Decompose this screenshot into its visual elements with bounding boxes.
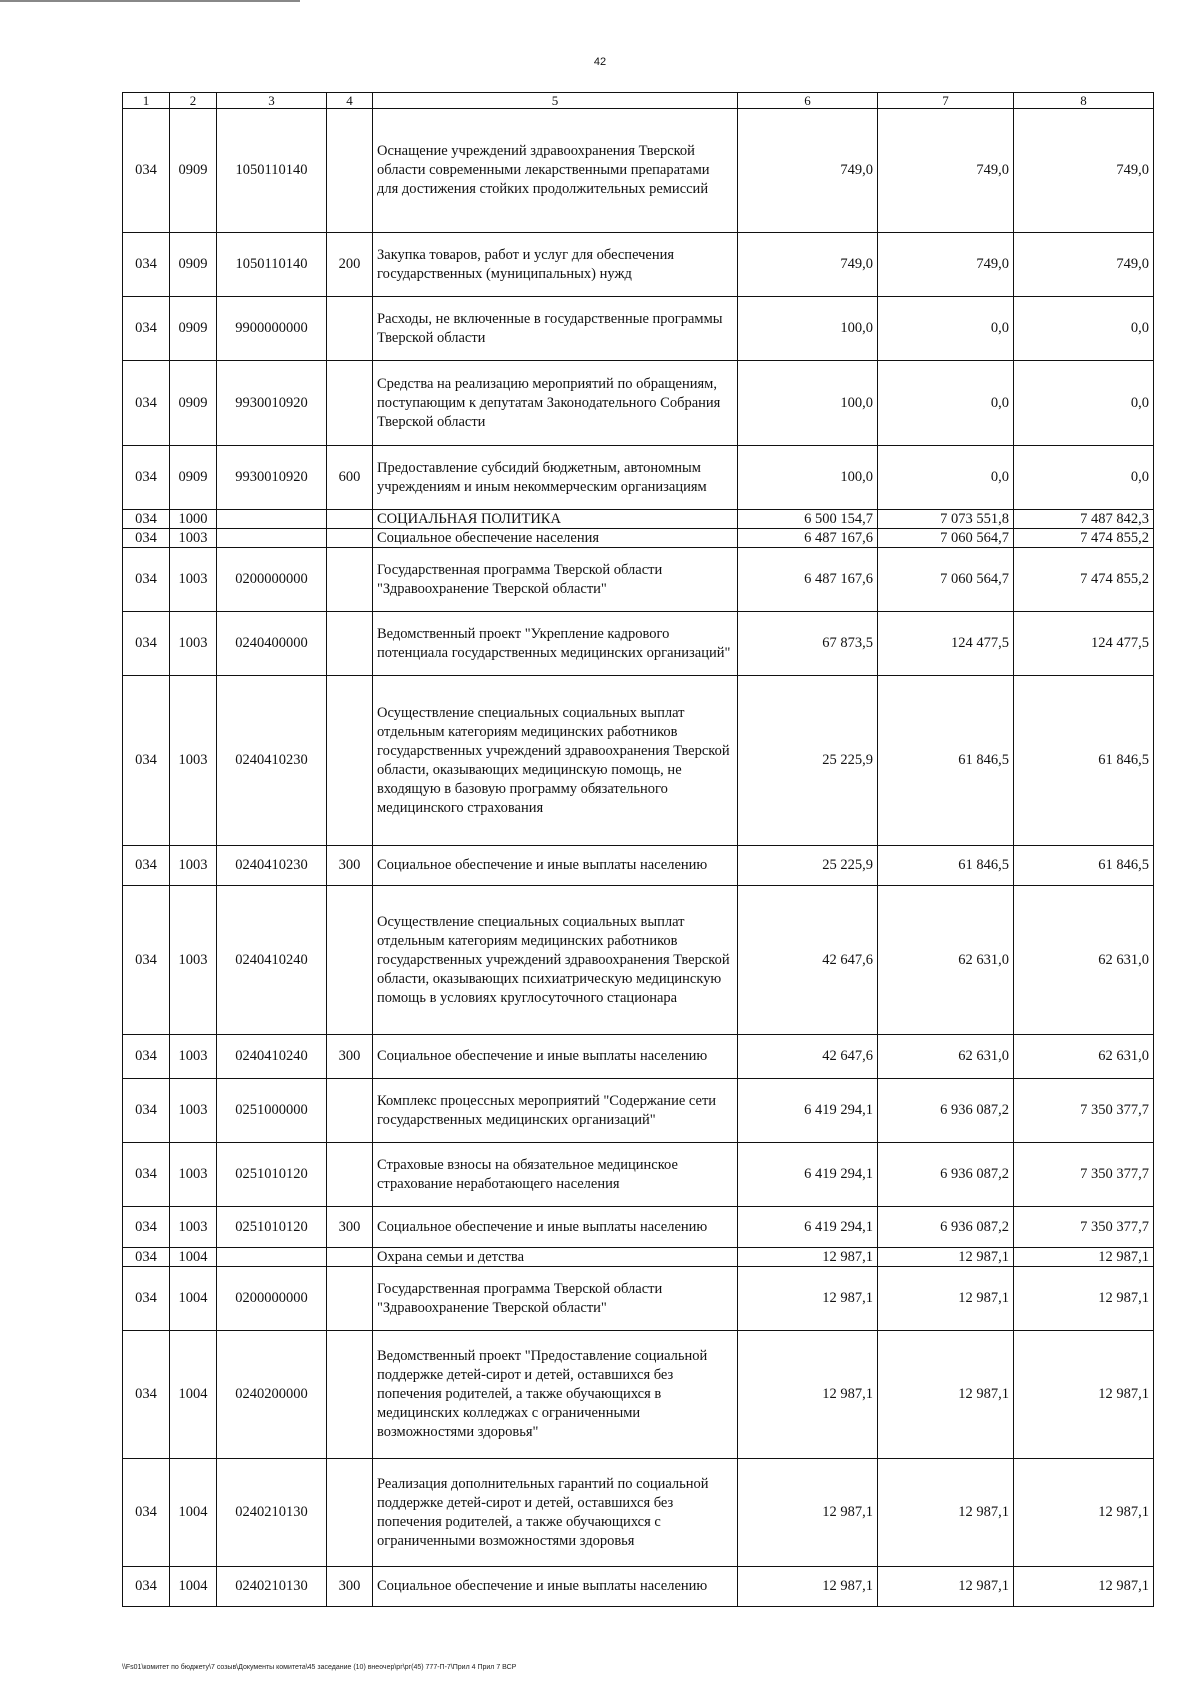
description-cell: Социальное обеспечение и иные выплаты населению [373, 1035, 738, 1079]
footer-file-path: \\Fs01\комитет по бюджету\7 созыв\Документы комитета\45 заседание (10) внеочер\рг\рг(45) 777-П-7\Прил 4 Прил 7 ВСР [122, 1664, 517, 1671]
amount-2025-cell: 0,0 [878, 297, 1014, 361]
table-row [123, 1459, 1154, 1567]
column-header: 5 [373, 93, 738, 109]
target-article-cell: 0251010120 [217, 1143, 327, 1207]
table-row [123, 1207, 1154, 1248]
expense-type-cell [327, 1267, 373, 1331]
expense-type-cell: 200 [327, 233, 373, 297]
amount-2026-cell: 0,0 [1014, 446, 1154, 510]
table-row [123, 297, 1154, 361]
expense-type-cell [327, 886, 373, 1035]
amount-2026-cell: 7 350 377,7 [1014, 1079, 1154, 1143]
section-code-cell: 1004 [170, 1267, 217, 1331]
budget-table [122, 92, 1154, 1607]
column-header: 2 [170, 93, 217, 109]
amount-2024-cell: 12 987,1 [738, 1248, 878, 1267]
amount-2026-cell: 61 846,5 [1014, 676, 1154, 846]
section-code-cell: 1004 [170, 1567, 217, 1607]
section-code-cell: 0909 [170, 297, 217, 361]
section-code-cell: 1004 [170, 1248, 217, 1267]
amount-2026-cell: 61 846,5 [1014, 846, 1154, 886]
section-code-cell: 1003 [170, 1143, 217, 1207]
amount-2026-cell: 7 474 855,2 [1014, 548, 1154, 612]
table-body [123, 109, 1154, 1607]
amount-2025-cell: 6 936 087,2 [878, 1079, 1014, 1143]
section-code-cell: 1003 [170, 1207, 217, 1248]
amount-2026-cell: 7 487 842,3 [1014, 510, 1154, 529]
expense-type-cell: 300 [327, 1035, 373, 1079]
expense-type-cell [327, 1331, 373, 1459]
admin-code-cell: 034 [123, 109, 170, 233]
table-row [123, 676, 1154, 846]
admin-code-cell: 034 [123, 529, 170, 548]
amount-2024-cell: 12 987,1 [738, 1331, 878, 1459]
column-number-row [123, 93, 1154, 109]
expense-type-cell [327, 510, 373, 529]
table-row [123, 1331, 1154, 1459]
target-article-cell: 0200000000 [217, 548, 327, 612]
description-cell: Социальное обеспечение и иные выплаты населению [373, 1567, 738, 1607]
amount-2024-cell: 6 500 154,7 [738, 510, 878, 529]
amount-2025-cell: 62 631,0 [878, 886, 1014, 1035]
amount-2025-cell: 0,0 [878, 446, 1014, 510]
amount-2025-cell: 7 060 564,7 [878, 548, 1014, 612]
description-cell: Оснащение учреждений здравоохранения Тверской области современными лекарственными препаратами для достижения стойких продолжительных ремиссий [373, 109, 738, 233]
amount-2024-cell: 6 419 294,1 [738, 1079, 878, 1143]
description-cell: Расходы, не включенные в государственные программы Тверской области [373, 297, 738, 361]
amount-2024-cell: 749,0 [738, 109, 878, 233]
section-code-cell: 0909 [170, 233, 217, 297]
amount-2024-cell: 67 873,5 [738, 612, 878, 676]
table-row [123, 1079, 1154, 1143]
amount-2025-cell: 12 987,1 [878, 1248, 1014, 1267]
amount-2025-cell: 61 846,5 [878, 676, 1014, 846]
amount-2026-cell: 12 987,1 [1014, 1459, 1154, 1567]
section-code-cell: 1000 [170, 510, 217, 529]
description-cell: Социальное обеспечение и иные выплаты населению [373, 846, 738, 886]
amount-2025-cell: 12 987,1 [878, 1267, 1014, 1331]
description-cell: СОЦИАЛЬНАЯ ПОЛИТИКА [373, 510, 738, 529]
amount-2026-cell: 7 474 855,2 [1014, 529, 1154, 548]
admin-code-cell: 034 [123, 1567, 170, 1607]
table-row [123, 109, 1154, 233]
amount-2024-cell: 6 487 167,6 [738, 529, 878, 548]
table-row [123, 886, 1154, 1035]
admin-code-cell: 034 [123, 886, 170, 1035]
target-article-cell: 9900000000 [217, 297, 327, 361]
table-row [123, 548, 1154, 612]
admin-code-cell: 034 [123, 446, 170, 510]
table-row [123, 846, 1154, 886]
amount-2025-cell: 62 631,0 [878, 1035, 1014, 1079]
amount-2025-cell: 7 060 564,7 [878, 529, 1014, 548]
target-article-cell: 0240410230 [217, 676, 327, 846]
amount-2026-cell: 12 987,1 [1014, 1567, 1154, 1607]
section-row [123, 1248, 1154, 1267]
page-number: 42 [593, 56, 607, 68]
target-article-cell: 0240410230 [217, 846, 327, 886]
amount-2025-cell: 749,0 [878, 109, 1014, 233]
expense-type-cell [327, 109, 373, 233]
admin-code-cell: 034 [123, 846, 170, 886]
amount-2026-cell: 0,0 [1014, 361, 1154, 446]
column-header: 6 [738, 93, 878, 109]
description-cell: Осуществление специальных социальных выплат отдельным категориям медицинских работников государственных учреждений здравоохранения Тверской области, оказывающих психиатрическую медицинскую помощь в условиях круглосуточного стационара [373, 886, 738, 1035]
expense-type-cell [327, 1248, 373, 1267]
amount-2024-cell: 25 225,9 [738, 676, 878, 846]
amount-2025-cell: 12 987,1 [878, 1567, 1014, 1607]
description-cell: Осуществление специальных социальных выплат отдельным категориям медицинских работников государственных учреждений здравоохранения Тверской области, оказывающих медицинскую помощь, не входящую в базовую программу обязательного медицинского страхования [373, 676, 738, 846]
description-cell: Комплекс процессных мероприятий "Содержание сети государственных медицинских организаций" [373, 1079, 738, 1143]
amount-2026-cell: 12 987,1 [1014, 1331, 1154, 1459]
amount-2024-cell: 42 647,6 [738, 1035, 878, 1079]
admin-code-cell: 034 [123, 361, 170, 446]
admin-code-cell: 034 [123, 1143, 170, 1207]
admin-code-cell: 034 [123, 1207, 170, 1248]
amount-2026-cell: 7 350 377,7 [1014, 1143, 1154, 1207]
table-row [123, 446, 1154, 510]
expense-type-cell [327, 548, 373, 612]
description-cell: Социальное обеспечение и иные выплаты населению [373, 1207, 738, 1248]
target-article-cell: 0240200000 [217, 1331, 327, 1459]
description-cell: Закупка товаров, работ и услуг для обеспечения государственных (муниципальных) нужд [373, 233, 738, 297]
amount-2025-cell: 12 987,1 [878, 1459, 1014, 1567]
expense-type-cell: 300 [327, 1207, 373, 1248]
target-article-cell: 9930010920 [217, 361, 327, 446]
amount-2026-cell: 0,0 [1014, 297, 1154, 361]
target-article-cell: 1050110140 [217, 233, 327, 297]
section-code-cell: 1003 [170, 612, 217, 676]
section-code-cell: 0909 [170, 446, 217, 510]
target-article-cell: 0251000000 [217, 1079, 327, 1143]
admin-code-cell: 034 [123, 1331, 170, 1459]
target-article-cell: 0240410240 [217, 1035, 327, 1079]
amount-2025-cell: 749,0 [878, 233, 1014, 297]
column-header: 1 [123, 93, 170, 109]
section-code-cell: 1003 [170, 676, 217, 846]
table-row [123, 1035, 1154, 1079]
target-article-cell: 0240410240 [217, 886, 327, 1035]
expense-type-cell [327, 1143, 373, 1207]
admin-code-cell: 034 [123, 233, 170, 297]
target-article-cell: 9930010920 [217, 446, 327, 510]
target-article-cell [217, 529, 327, 548]
amount-2024-cell: 12 987,1 [738, 1567, 878, 1607]
expense-type-cell [327, 297, 373, 361]
amount-2024-cell: 6 419 294,1 [738, 1207, 878, 1248]
description-cell: Государственная программа Тверской области "Здравоохранение Тверской области" [373, 548, 738, 612]
target-article-cell: 0240210130 [217, 1459, 327, 1567]
amount-2026-cell: 12 987,1 [1014, 1267, 1154, 1331]
admin-code-cell: 034 [123, 1459, 170, 1567]
column-header: 3 [217, 93, 327, 109]
amount-2025-cell: 124 477,5 [878, 612, 1014, 676]
amount-2024-cell: 12 987,1 [738, 1459, 878, 1567]
column-header: 4 [327, 93, 373, 109]
description-cell: Средства на реализацию мероприятий по обращениям, поступающим к депутатам Законодательного Собрания Тверской области [373, 361, 738, 446]
amount-2026-cell: 7 350 377,7 [1014, 1207, 1154, 1248]
amount-2026-cell: 12 987,1 [1014, 1248, 1154, 1267]
admin-code-cell: 034 [123, 1248, 170, 1267]
target-article-cell [217, 1248, 327, 1267]
target-article-cell: 0251010120 [217, 1207, 327, 1248]
description-cell: Социальное обеспечение населения [373, 529, 738, 548]
amount-2026-cell: 62 631,0 [1014, 1035, 1154, 1079]
table-row [123, 361, 1154, 446]
description-cell: Страховые взносы на обязательное медицинское страхование неработающего населения [373, 1143, 738, 1207]
admin-code-cell: 034 [123, 510, 170, 529]
description-cell: Ведомственный проект "Предоставление социальной поддержке детей-сирот и детей, оставшихся без попечения родителей, а также обучающихся в медицинских колледжах с ограниченными возможностями здоровья" [373, 1331, 738, 1459]
section-row [123, 510, 1154, 529]
description-cell: Охрана семьи и детства [373, 1248, 738, 1267]
section-code-cell: 1003 [170, 548, 217, 612]
admin-code-cell: 034 [123, 1035, 170, 1079]
admin-code-cell: 034 [123, 612, 170, 676]
section-code-cell: 1003 [170, 886, 217, 1035]
amount-2026-cell: 62 631,0 [1014, 886, 1154, 1035]
table-row [123, 1143, 1154, 1207]
table-row [123, 612, 1154, 676]
amount-2026-cell: 749,0 [1014, 233, 1154, 297]
amount-2025-cell: 0,0 [878, 361, 1014, 446]
amount-2024-cell: 749,0 [738, 233, 878, 297]
target-article-cell: 1050110140 [217, 109, 327, 233]
column-header: 8 [1014, 93, 1154, 109]
amount-2024-cell: 100,0 [738, 297, 878, 361]
target-article-cell: 0240400000 [217, 612, 327, 676]
section-code-cell: 1003 [170, 529, 217, 548]
admin-code-cell: 034 [123, 1267, 170, 1331]
column-header: 7 [878, 93, 1014, 109]
table-row [123, 233, 1154, 297]
target-article-cell [217, 510, 327, 529]
expense-type-cell [327, 529, 373, 548]
expense-type-cell: 300 [327, 1567, 373, 1607]
description-cell: Предоставление субсидий бюджетным, автономным учреждениям и иным некоммерческим организациям [373, 446, 738, 510]
admin-code-cell: 034 [123, 548, 170, 612]
expense-type-cell [327, 676, 373, 846]
description-cell: Государственная программа Тверской области "Здравоохранение Тверской области" [373, 1267, 738, 1331]
expense-type-cell [327, 612, 373, 676]
section-code-cell: 1003 [170, 846, 217, 886]
amount-2025-cell: 6 936 087,2 [878, 1143, 1014, 1207]
expense-type-cell [327, 1459, 373, 1567]
amount-2025-cell: 6 936 087,2 [878, 1207, 1014, 1248]
section-code-cell: 1004 [170, 1459, 217, 1567]
expense-type-cell [327, 1079, 373, 1143]
top-rule [0, 0, 300, 2]
section-row [123, 529, 1154, 548]
expense-type-cell: 300 [327, 846, 373, 886]
section-code-cell: 1004 [170, 1331, 217, 1459]
admin-code-cell: 034 [123, 297, 170, 361]
amount-2025-cell: 7 073 551,8 [878, 510, 1014, 529]
amount-2024-cell: 6 487 167,6 [738, 548, 878, 612]
amount-2024-cell: 42 647,6 [738, 886, 878, 1035]
amount-2026-cell: 124 477,5 [1014, 612, 1154, 676]
section-code-cell: 0909 [170, 109, 217, 233]
amount-2024-cell: 100,0 [738, 446, 878, 510]
amount-2024-cell: 12 987,1 [738, 1267, 878, 1331]
description-cell: Реализация дополнительных гарантий по социальной поддержке детей-сирот и детей, оставшихся без попечения родителей, а также обучающихся с ограниченными возможностями здоровья [373, 1459, 738, 1567]
expense-type-cell [327, 361, 373, 446]
target-article-cell: 0240210130 [217, 1567, 327, 1607]
target-article-cell: 0200000000 [217, 1267, 327, 1331]
section-code-cell: 1003 [170, 1035, 217, 1079]
amount-2024-cell: 25 225,9 [738, 846, 878, 886]
admin-code-cell: 034 [123, 676, 170, 846]
amount-2026-cell: 749,0 [1014, 109, 1154, 233]
expense-type-cell: 600 [327, 446, 373, 510]
description-cell: Ведомственный проект "Укрепление кадрового потенциала государственных медицинских организаций" [373, 612, 738, 676]
admin-code-cell: 034 [123, 1079, 170, 1143]
amount-2024-cell: 6 419 294,1 [738, 1143, 878, 1207]
amount-2025-cell: 61 846,5 [878, 846, 1014, 886]
table-row [123, 1567, 1154, 1607]
amount-2025-cell: 12 987,1 [878, 1331, 1014, 1459]
amount-2024-cell: 100,0 [738, 361, 878, 446]
section-code-cell: 0909 [170, 361, 217, 446]
table-row [123, 1267, 1154, 1331]
section-code-cell: 1003 [170, 1079, 217, 1143]
